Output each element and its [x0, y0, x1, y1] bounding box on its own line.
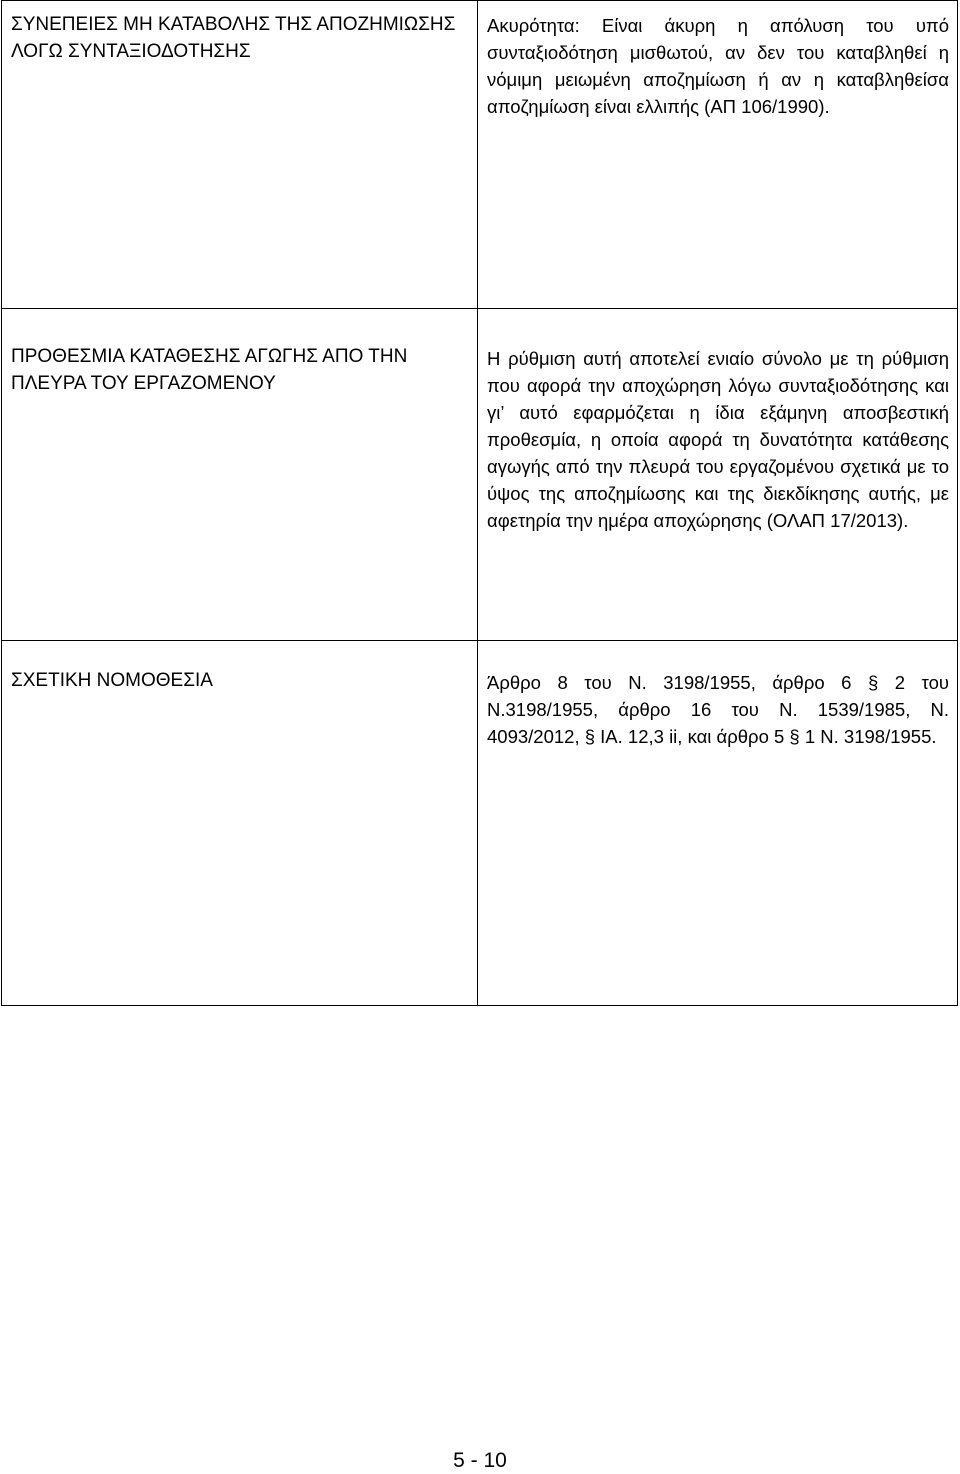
row-content: Άρθρο 8 του Ν. 3198/1955, άρθρο 6 § 2 του Ν.3198/1955, άρθρο 16 του Ν. 1539/1985, Ν. 4093/2012, § ΙΑ. 12,3 ii, και άρθρο 5 § 1 Ν. 3198/1955. [487, 672, 949, 747]
table-row [2, 641, 958, 1006]
row-content-cell [478, 641, 958, 1006]
row-heading: ΠΡΟΘΕΣΜΙΑ ΚΑΤΑΘΕΣΗΣ ΑΓΩΓΗΣ ΑΠΟ ΤΗΝ ΠΛΕΥΡΑ ΤΟΥ ΕΡΓΑΖΟΜΕΝΟΥ [11, 346, 408, 394]
table-row [2, 309, 958, 641]
legal-info-table [1, 0, 958, 1006]
row-heading: ΣΧΕΤΙΚΗ ΝΟΜΟΘΕΣΙΑ [11, 670, 213, 691]
row-content: Ακυρότητα: Είναι άκυρη η απόλυση του υπό συνταξιοδότηση μισθωτού, αν δεν του καταβληθεί η νόμιμη μειωμένη αποζημίωση ή αν η καταβληθείσα αποζημίωση είναι ελλιπής (ΑΠ 106/1990). [487, 15, 949, 117]
row-content-cell [478, 309, 958, 641]
row-content: Η ρύθμιση αυτή αποτελεί ενιαίο σύνολο με τη ρύθμιση που αφορά την αποχώρηση λόγω συνταξιοδότησης και γι’ αυτό εφαρμόζεται η ίδια εξάμηνη αποσβεστική προθεσμία, η οποία αφορά τη δυνατότητα κατάθεσης αγωγής από την πλευρά του εργαζομένου σχετικά με το ύψος της αποζημίωσης και της διεκδίκησης αυτής, με αφετηρία την ημέρα αποχώρησης (ΟΛΑΠ 17/2013). [487, 348, 949, 531]
row-heading-cell [2, 309, 478, 641]
table-row [2, 1, 958, 309]
row-heading-cell [2, 641, 478, 1006]
row-heading-cell [2, 1, 478, 309]
row-heading: ΣΥΝΕΠΕΙΕΣ ΜΗ ΚΑΤΑΒΟΛΗΣ ΤΗΣ ΑΠΟΖΗΜΙΩΣΗΣ ΛΟΓΩ ΣΥΝΤΑΞΙΟΔΟΤΗΣΗΣ [11, 14, 456, 62]
page-number: 5 - 10 [453, 1449, 507, 1472]
row-content-cell [478, 1, 958, 309]
